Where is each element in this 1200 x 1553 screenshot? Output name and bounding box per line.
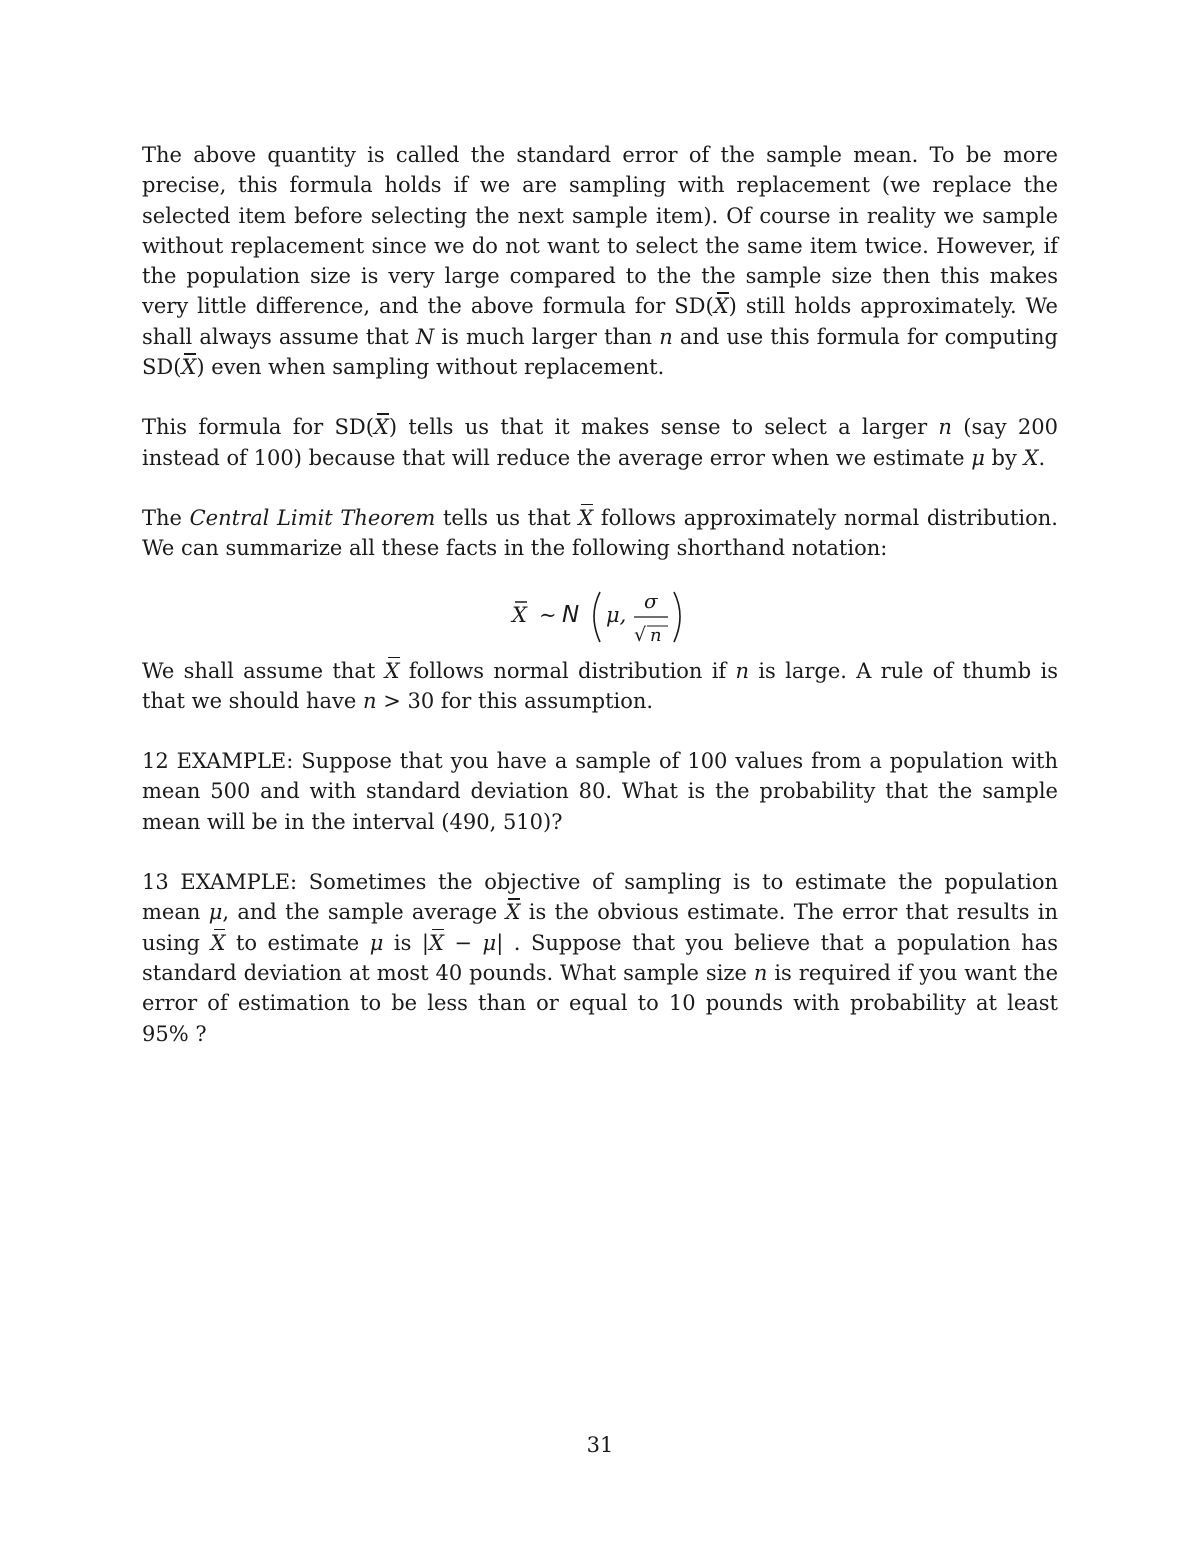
text-span: > 30 for this assumption. xyxy=(376,688,654,713)
symbol-n: n xyxy=(753,960,768,985)
x-bar-symbol: X xyxy=(505,897,520,927)
x-bar-symbol: X xyxy=(429,928,444,958)
text-span: (say 200 instead of 100) because that will reduce the average error when we estimate xyxy=(142,415,1058,470)
symbol-mu: μ xyxy=(971,445,985,470)
x-bar-symbol: X xyxy=(578,503,593,533)
display-formula xyxy=(142,564,1058,656)
example-12: 12 EXAMPLE: Suppose that you have a sample of 100 values from a population with mean 500 and with standard deviation 80. What is the probability that the sample mean will be in the interval (490, 510)? xyxy=(142,749,1058,834)
text-span: 13 EXAMPLE: Sometimes the objective of sampling is to estimate the population mean xyxy=(142,870,1058,925)
symbol-X: X xyxy=(1023,445,1039,470)
text-span: is | xyxy=(383,930,429,955)
x-bar-symbol: X xyxy=(211,928,226,958)
text-span: . xyxy=(1038,445,1046,470)
text-span: | . Suppose that you believe that a population has standard deviation at most 40 pounds. What sample size xyxy=(142,930,1058,985)
symbol-n: n xyxy=(659,324,673,349)
symbol-mu: μ xyxy=(369,930,384,955)
example-13 xyxy=(142,867,1058,1049)
text-span: , and the sample average xyxy=(222,900,506,925)
text-span: is required if you want the error of estimation to be less than or equal to 10 pounds with probability at least 95% ? xyxy=(142,960,1058,1046)
page-content xyxy=(142,140,1058,1049)
text-span: The xyxy=(142,505,190,530)
formula-denominator: n xyxy=(650,624,662,646)
text-span: We shall assume that xyxy=(142,658,385,683)
text-span: and use this formula for computing SD( xyxy=(142,324,1058,380)
x-bar-symbol: X xyxy=(181,352,196,382)
symbol-n: n xyxy=(735,658,750,683)
symbol-n: n xyxy=(363,688,377,713)
text-span: is much larger than xyxy=(434,324,660,349)
text-span: is large. A rule of thumb is that we should have xyxy=(142,658,1058,713)
text-span: tells us that xyxy=(435,505,579,530)
text-span: This formula for SD( xyxy=(142,415,374,440)
paragraph-standard-error xyxy=(142,140,1058,382)
text-span: follows normal distribution if xyxy=(399,658,736,683)
text-span: − xyxy=(443,930,483,955)
paragraph-normal-assumption xyxy=(142,656,1058,717)
text-span: follows approximately normal distribution. We can summarize all these facts in the following shorthand notation: xyxy=(142,505,1058,561)
formula-lhs: X xyxy=(512,602,527,627)
formula-mean: μ, xyxy=(606,602,627,627)
text-span: ) still holds approximately. We shall always assume that xyxy=(142,294,1058,349)
formula-numerator: σ xyxy=(644,588,658,613)
page-number: 31 xyxy=(586,1433,614,1457)
x-bar-symbol: X xyxy=(385,656,400,686)
x-bar-symbol: X xyxy=(714,291,729,321)
formula-left-paren xyxy=(594,592,600,642)
symbol-n: n xyxy=(938,415,952,440)
text-span: by xyxy=(984,445,1024,470)
symbol-N: N xyxy=(415,324,435,349)
x-bar-symbol: X xyxy=(374,412,389,442)
text-span: The above quantity is called the standard error of the sample mean. To be more precise, this formula holds if we are sampling with replacement (we replace the selected item before selecting the next sample item). Of course in reality we sample without replacement since we do not want to select the same item twice. However, if the population size is very large compared to the the sample size then this makes very little difference, and the above formula for SD( xyxy=(142,143,1058,319)
paragraph-larger-n xyxy=(142,412,1058,473)
formula-tilde: ∼ xyxy=(539,602,557,627)
text-span: to estimate xyxy=(225,930,370,955)
formula-sqrt-sign: √ xyxy=(634,623,647,646)
formula-right-paren xyxy=(674,592,680,642)
symbol-mu: μ xyxy=(482,930,497,955)
text-span: ) tells us that it makes sense to select a larger xyxy=(388,415,939,440)
text-span: ) even when sampling without replacement. xyxy=(196,355,665,380)
central-limit-theorem-term: Central Limit Theorem xyxy=(189,505,436,530)
paragraph-clt xyxy=(142,503,1058,564)
symbol-mu: μ xyxy=(208,900,223,925)
formula-dist: N xyxy=(562,601,580,628)
text-span: is the obvious estimate. The error that results in using xyxy=(142,900,1059,955)
